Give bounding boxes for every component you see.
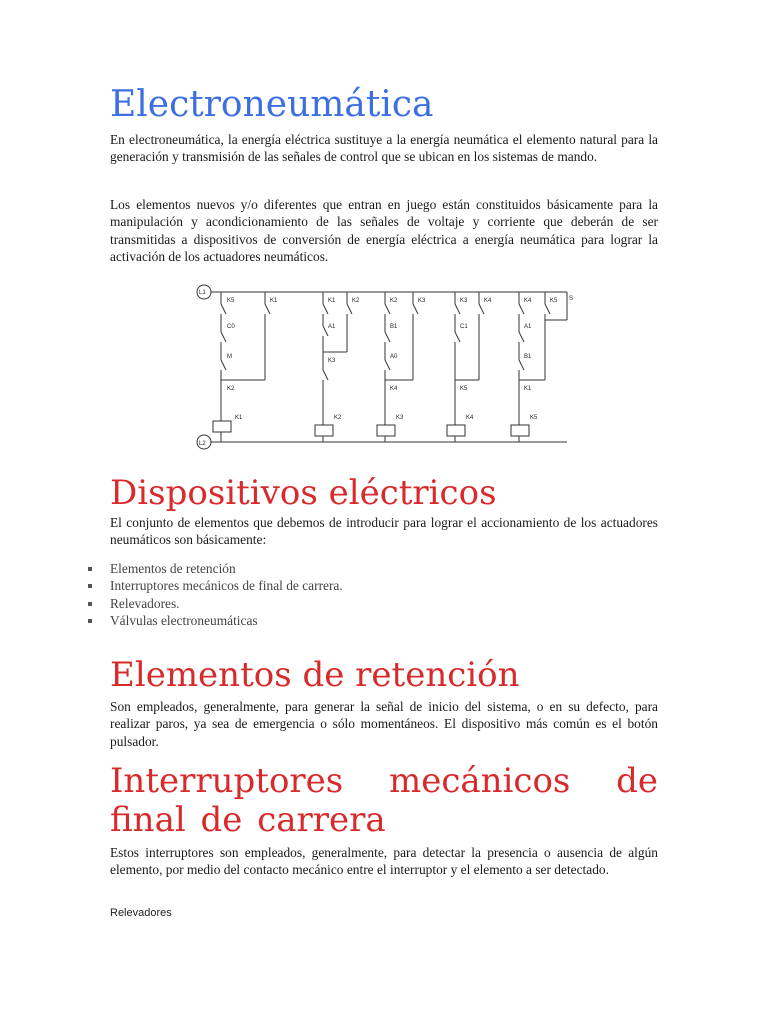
element-label: M [227, 354, 232, 360]
coil-label: K4 [466, 415, 474, 421]
paragraph-elements: Los elementos nuevos y/o diferentes que entran en juego están constituidos básicamente para la manipulación y acondicionamiento de las señales de voltaje y corriente que deberán de ser transmitidas a dispositivos de conversión de energía eléctrica a energía neumática para lograr la activación de los actuadores neumáticos. [110, 197, 658, 265]
device-list [86, 560, 343, 630]
contact-label: K3 [460, 298, 468, 304]
element-label: A1 [328, 324, 336, 330]
contact-label: K4 [524, 298, 532, 304]
paragraph-intro: En electroneumática, la energía eléctrica sustituye a la energía neumática el elemento natural para la generación y transmisión de las señales de control que se ubican en los sistemas de mando. [110, 132, 658, 165]
heading-retencion: Elementos de retención [110, 655, 520, 695]
bullet-icon [88, 567, 92, 571]
coil-label: K2 [334, 415, 342, 421]
element-label: K5 [460, 386, 468, 392]
coil-k5 [511, 425, 529, 436]
contact-label: K2 [390, 298, 398, 304]
coil-label: K5 [530, 415, 538, 421]
element-label: B1 [390, 324, 398, 330]
coil-k3 [377, 425, 395, 436]
ladder-diagram [195, 280, 575, 456]
element-label: B1 [524, 354, 532, 360]
heading-interruptores: Interruptores mecánicos de final de carrera [110, 761, 658, 841]
element-label: K3 [328, 358, 336, 364]
list-item: Relevadores. [86, 595, 343, 612]
coil-k2 [315, 425, 333, 436]
element-label: A0 [390, 354, 398, 360]
contact-label: K2 [352, 298, 360, 304]
element-label: K1 [524, 386, 532, 392]
list-item: Válvulas electroneumáticas [86, 612, 343, 629]
coil-k4 [447, 425, 465, 436]
coil-label: K1 [235, 415, 243, 421]
bullet-icon [88, 584, 92, 588]
contact-label: K5 [227, 298, 235, 304]
bullet-icon [88, 602, 92, 606]
contact-label: K3 [418, 298, 426, 304]
rail-label-l2: L2 [199, 441, 206, 447]
paragraph-dispositivos: El conjunto de elementos que debemos de introducir para lograr el accionamiento de los actuadores neumáticos son básicamente: [110, 515, 658, 548]
contact-label: K5 [550, 298, 558, 304]
bullet-icon [88, 619, 92, 623]
rail-label-l1: L1 [199, 290, 206, 296]
contact-label: K1 [328, 298, 336, 304]
list-item: Interruptores mecánicos de final de carrera. [86, 577, 343, 594]
paragraph-interruptores: Estos interruptores son empleados, generalmente, para detectar la presencia o ausencia de algún elemento, por medio del contacto mecánico entre el interruptor y el elemento a ser detectado. [110, 845, 658, 878]
heading-relevadores: Relevadores [110, 907, 172, 919]
contact-label: K4 [484, 298, 492, 304]
coil-label: K3 [396, 415, 404, 421]
coil-k1 [213, 421, 231, 432]
list-item: Elementos de retención [86, 560, 343, 577]
element-label: C0 [227, 324, 235, 330]
element-label: A1 [524, 324, 532, 330]
paragraph-retencion: Son empleados, generalmente, para generar la señal de inicio del sistema, o en su defecto, para realizar paros, ya sea de emergencia o sólo momentáneos. El dispositivo más común es el botón pulsador. [110, 699, 658, 749]
element-label: K4 [390, 386, 398, 392]
element-label: K2 [227, 386, 235, 392]
contact-label: S [569, 296, 574, 302]
contact-label: K1 [270, 298, 278, 304]
heading-electroneumatica: Electroneumática [110, 84, 434, 125]
element-label: C1 [460, 324, 468, 330]
heading-dispositivos: Dispositivos eléctricos [110, 473, 497, 513]
